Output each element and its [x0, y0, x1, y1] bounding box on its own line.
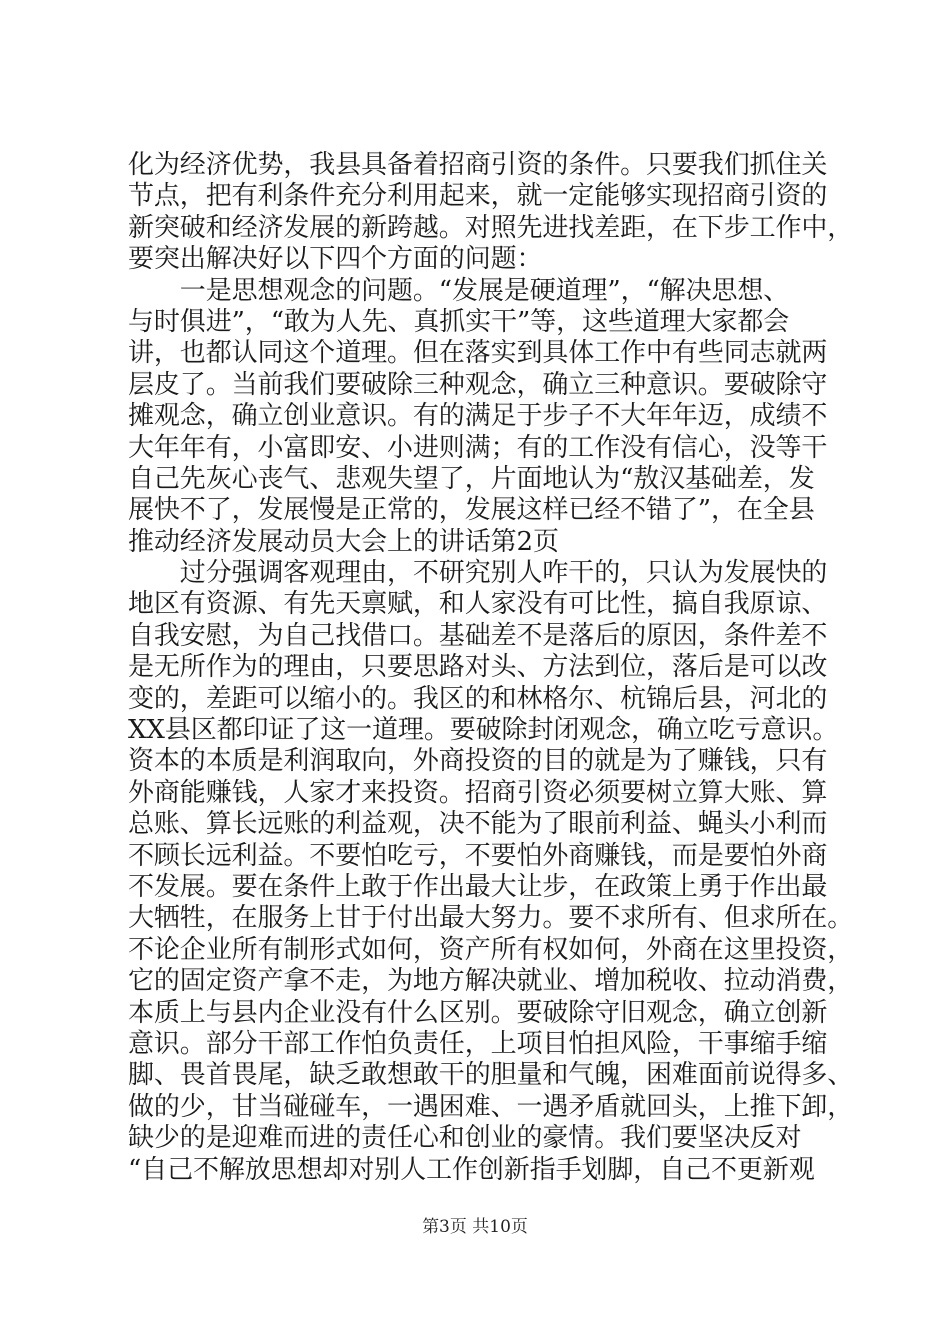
text-line: 变的，差距可以缩小的。我区的和林格尔、杭锦后县，河北的: [128, 683, 828, 714]
text-line: 是无所作为的理由，只要思路对头、方法到位，落后是可以改: [128, 652, 828, 683]
text-line: “自己不解放思想却对别人工作创新指手划脚，自己不更新观: [128, 1154, 815, 1185]
text-line: 不论企业所有制形式如何，资产所有权如何，外商在这里投资，: [128, 934, 854, 965]
text-line: 自己先灰心丧气、悲观失望了，片面地认为“敖汉基础差，发: [128, 463, 815, 494]
text-line: 资本的本质是利润取向，外商投资的目的就是为了赚钱，只有: [128, 746, 828, 777]
text-line: 缺少的是迎难而进的责任心和创业的豪情。我们要坚决反对: [128, 1123, 802, 1154]
text-line: 过分强调客观理由，不研究别人咋干的，只认为发展快的: [128, 558, 828, 589]
text-line: 脚、畏首畏尾，缺乏敢想敢干的胆量和气魄，困难面前说得多、: [128, 1060, 854, 1091]
text-line: 不顾长远利益。不要怕吃亏，不要怕外商赚钱，而是要怕外商: [128, 840, 828, 871]
text-line: 总账、算长远账的利益观，决不能为了眼前利益、蝇头小利而: [128, 809, 828, 840]
body-text: [128, 150, 854, 1186]
text-line: 摊观念，确立创业意识。有的满足于步子不大年年迈，成绩不: [128, 401, 828, 432]
text-line: 与时俱进”，“敢为人先、真抓实干”等，这些道理大家都会: [128, 306, 790, 337]
text-line: 推动经济发展动员大会上的讲话第2页: [128, 526, 559, 557]
text-line: 自我安慰，为自己找借口。基础差不是落后的原因，条件差不: [128, 620, 828, 651]
text-line: 大年年有，小富即安、小进则满；有的工作没有信心，没等干: [128, 432, 828, 463]
text-line: 不发展。要在条件上敢于作出最大让步，在政策上勇于作出最: [128, 871, 828, 902]
text-line: 本质上与县内企业没有什么区别。要破除守旧观念，确立创新: [128, 997, 828, 1028]
text-line: 展快不了，发展慢是正常的，发展这样已经不错了”，在全县: [128, 495, 815, 526]
text-line: 层皮了。当前我们要破除三种观念，确立三种意识。要破除守: [128, 369, 828, 400]
page-number-footer: 第3页 共10页: [422, 1217, 528, 1237]
text-line: 新突破和经济发展的新跨越。对照先进找差距，在下步工作中，: [128, 212, 854, 243]
text-line: 化为经济优势，我县具备着招商引资的条件。只要我们抓住关: [128, 150, 828, 180]
text-line: 外商能赚钱，人家才来投资。招商引资必须要树立算大账、算: [128, 777, 828, 808]
text-line: 大牺牲，在服务上甘于付出最大努力。要不求所有、但求所在。: [128, 903, 854, 934]
text-line: 意识。部分干部工作怕负责任，上项目怕担风险，干事缩手缩: [128, 1028, 828, 1059]
text-line: 一是思想观念的问题。“发展是硬道理”，“解决思想、: [128, 275, 790, 306]
text-line: 它的固定资产拿不走，为地方解决就业、增加税收、拉动消费，: [128, 966, 854, 997]
text-line: 节点，把有利条件充分利用起来，就一定能够实现招商引资的: [128, 181, 828, 212]
text-line: 地区有资源、有先天禀赋，和人家没有可比性，搞自我原谅、: [128, 589, 828, 620]
text-line: 要突出解决好以下四个方面的问题：: [128, 244, 543, 275]
text-line: 做的少，甘当碰碰车，一遇困难、一遇矛盾就回头，上推下卸，: [128, 1091, 854, 1122]
text-line: 讲，也都认同这个道理。但在落实到具体工作中有些同志就两: [128, 338, 828, 369]
text-line: XX县区都印证了这一道理。要破除封闭观念，确立吃亏意识。: [128, 715, 839, 746]
